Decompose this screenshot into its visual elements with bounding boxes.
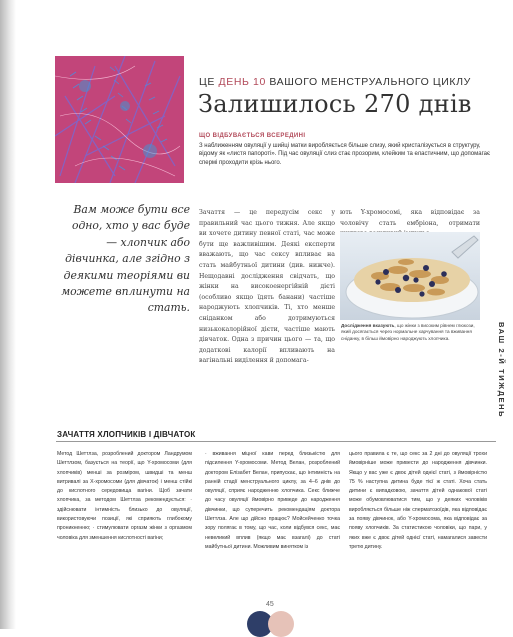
caption-bold-lead: Дослідження вказують xyxy=(341,323,395,328)
page-gutter-shadow xyxy=(0,0,16,629)
page-title: Залишилось 270 днів xyxy=(198,90,472,118)
week-side-tab-label: ВАШ 2-Й ТИЖДЕНЬ xyxy=(497,322,506,419)
fern-pattern-image xyxy=(55,56,184,183)
body-text-column-2: ють Y-хромосомі, яка відповідає за чоловічу стать ембріона, отримати xyxy=(340,209,480,227)
cycle-day-kicker xyxy=(199,76,499,88)
photo-caption xyxy=(341,323,481,342)
caption-text: , що жінки з високим рівнем глюкози, який досягається через нормальне харчування та вживання сніданку, в більш ймовірно народжують хлопчика. xyxy=(341,323,475,341)
section-column-3: цього правила є те, що секс за 2 дні до овуляції трохи ймовірніше може привести до народження дівчинки. Якщо у вас уже є двоє дітей однієї статі, з ймовірністю 75 % наступна дитина буде тієї ж статі. Хоча стать дитини є випадковою, зачаття дітей однакової статі може обумовлюватися тим, що у деяких чоловіків виробляється більше ніж сперматозоїдів, яка відповідає за появу дівчинок, або Y-хромосома, яка відповідає за появу хлопчиків. За статистикою чоловіки, що пари, у яких вже є двоє дітей однієї статі, намагалися завести третю дитину. xyxy=(349,451,487,550)
section-column-2: · вживання міцної кави перед близькістю для підсилення Y-хромосоми. Метод Велан, розроблений доктором Елізабет Велан, припускає, що інтимність на ранній стадії менструального циклу, за 4–6 днів до овуляції, сприяє народженню хлопчика. Секс ближче до часу овуляції ймовірно приведе до народження дівчинки, що суперечить рекомендаціям доктора Шеттлза. Але що дійсно працює? Мойсейченко точка зору полягає в тому, що час, коли відбувся секс, має невеликий вплив (якщо має взагалі) до статі майбутньої дитини. Можливим винятком із xyxy=(205,451,340,550)
cereal-bowl-photo xyxy=(340,232,480,320)
section-column-1: Метод Шеттлза, розроблений доктором Ландрумом Шеттлзом, базується на теорії, що Y-хромосоми (для хлопчиків) менші за розміром, швидші та менш витривалі за X-хромосоми (для дівчаток) і менш стійкі до кислотного середовища вагіни. Щоб зачати хлопчика, за методом Шеттлза рекомендується: · здійснювати інтимність близько до овуляції, використовуючи позиції, які сприяють глибокому проникненню; · стимулювати оргазм жінки з оргазмом чоловіка для зменшення кислотності вагіни; xyxy=(57,451,192,541)
what-happens-heading: ЩО ВІДБУВАЄТЬСЯ ВСЕРЕДИНІ xyxy=(199,133,306,139)
section-divider xyxy=(56,441,496,442)
pull-quote: Вам може бути все одно, хто у вас буде — хлопчик або дівчинка, але згідно з деякими теоріями ви можете вплинути на стать. xyxy=(61,203,190,315)
kicker-suffix: ВАШОГО МЕНСТРУАЛЬНОГО ЦИКЛУ xyxy=(265,76,471,88)
kicker-prefix: ЦЕ xyxy=(199,76,219,88)
decor-dot-rose xyxy=(268,611,294,637)
section-title: ЗАЧАТТЯ ХЛОПЧИКІВ І ДІВЧАТОК xyxy=(57,430,196,439)
what-happens-box xyxy=(199,133,499,167)
kicker-highlight: ДЕНЬ 10 xyxy=(218,76,266,88)
body-text-column-1: Зачаття — це передусім секс у правильний час цього тижня. Але якщо ви хочете дитину певної статі, час може бути ще важливішим. Деякі експерти вважають, що час сексу впливає на стать майбутньої дитини (див. нижче). Нещодавні дослідження свідчать, що жінки на високоенергійній дієті (особливо якщо їдять банани) частіше народжують хлопчиків. Ті, хто менше сніданком або дотримуються низькокалорійної дієти, частіше мають дівчаток. Одна з причин цього — та, що додаткові калорії впливають на вагінальні виділення й допомага- xyxy=(199,209,335,365)
what-happens-text: З наближенням овуляції у шийці матки виробляється більше слизу, який кристалізується в структуру, відому як «листя папороті». Під час овуляції слиз стає прозорим, клейким та еластичним, що допомагає спермі проходити крізь нього. xyxy=(199,143,491,166)
week-side-tab xyxy=(495,322,509,422)
page-number: 45 xyxy=(266,601,274,608)
